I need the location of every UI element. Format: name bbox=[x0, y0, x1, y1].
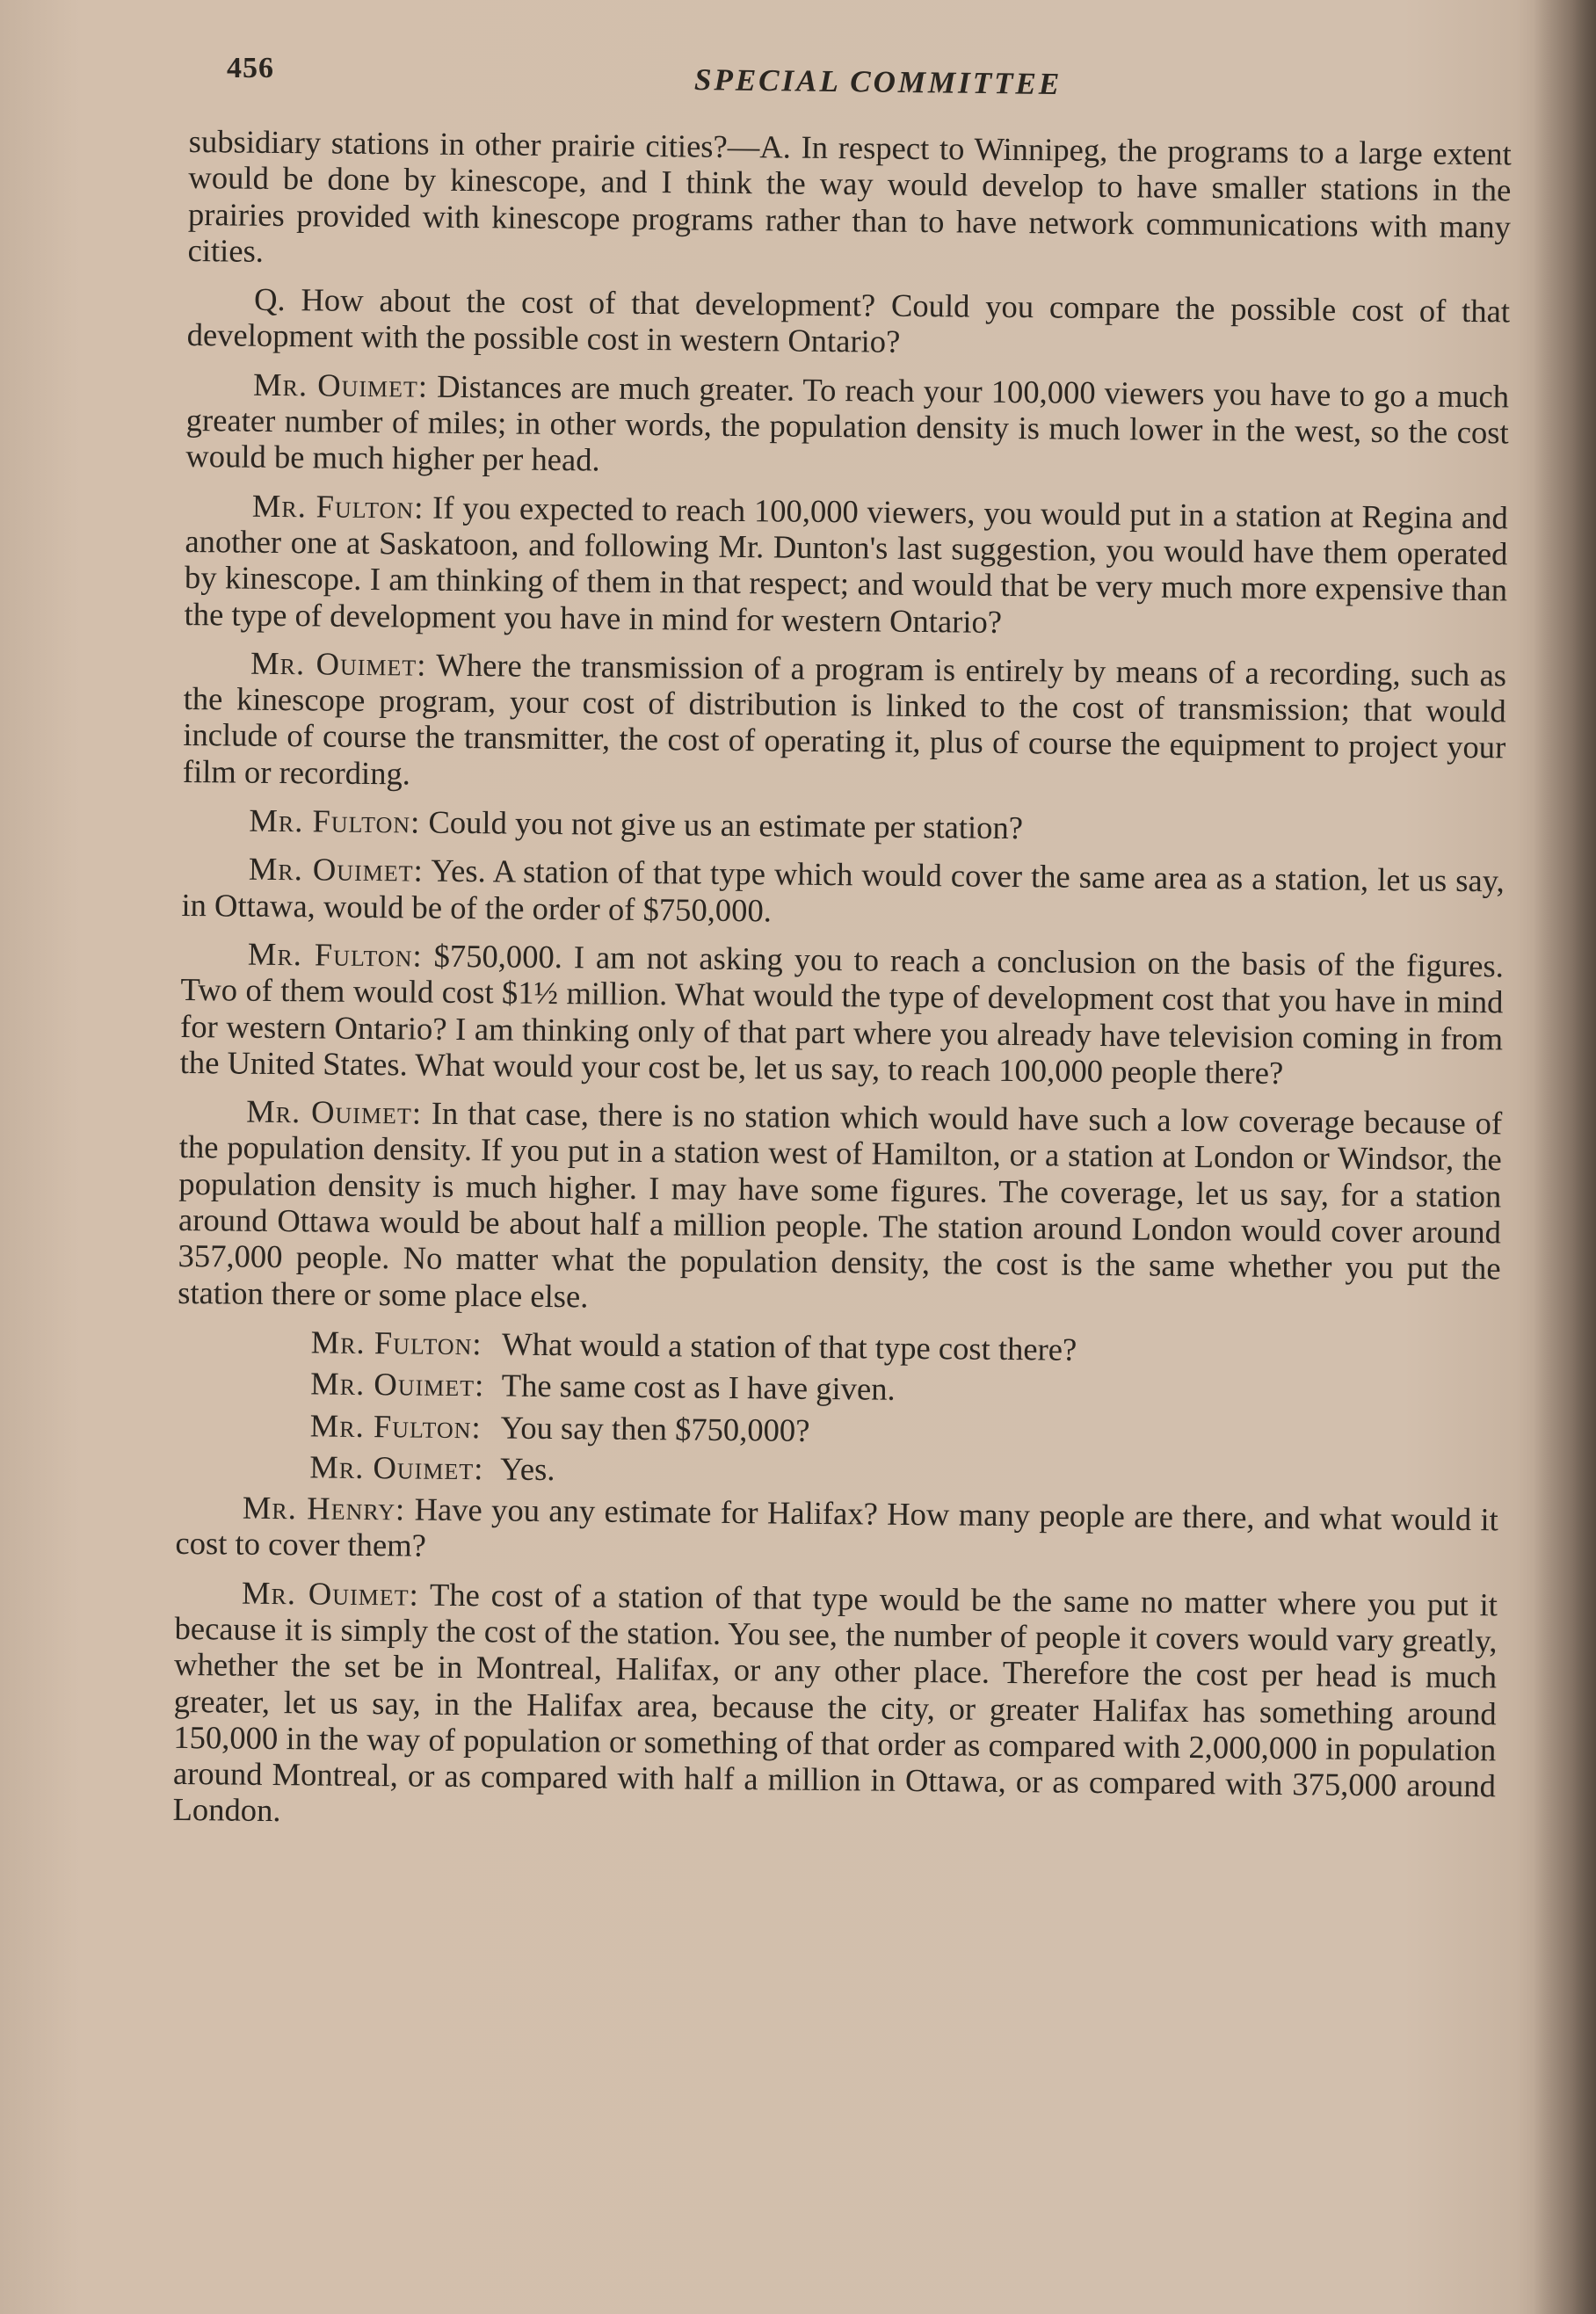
paragraph bbox=[177, 1364, 1499, 1413]
paragraph-text: Yes. bbox=[499, 1450, 555, 1487]
paragraph bbox=[181, 850, 1505, 935]
paragraph bbox=[185, 366, 1509, 487]
paragraph-text: Have you any estimate for Halifax? How many people are there, and what would it cost to cover them? bbox=[175, 1491, 1499, 1564]
body-text bbox=[172, 123, 1512, 1853]
paragraph-text: subsidiary stations in other prairie cities?—A. In respect to Winnipeg, the programs to a large extent would be done by kinescope, and I think the way would develop to have smaller stations in the prairies provided with kinescope programs rather than to have network communications with many cities. bbox=[187, 123, 1512, 269]
paragraph bbox=[180, 935, 1505, 1093]
paragraph-text: Yes. A station of that type which would cover the same area as a station, let us say, in Ottawa, would be of the order of $750,000. bbox=[181, 852, 1505, 929]
speaker-name: Mr. Ouimet: bbox=[248, 851, 424, 889]
speaker-name: Mr. Fulton: bbox=[251, 487, 424, 526]
paragraph bbox=[178, 1092, 1502, 1323]
paragraph bbox=[175, 1489, 1498, 1574]
speaker-name: Mr. Ouimet: bbox=[250, 644, 427, 683]
speaker-name: Mr. Henry: bbox=[242, 1489, 406, 1527]
paragraph-text: Q. How about the cost of that development? Could you compare the possible cost of that development with the possible cost in western Ontario? bbox=[186, 280, 1511, 360]
speaker-name: Mr. Fulton: bbox=[249, 802, 421, 840]
speaker-name: Mr. Fulton: bbox=[247, 935, 423, 974]
paragraph-text: In that case, there is no station which would have such a low coverage because of the population density. If you put in a station west of Hamilton, or a station at London or Windsor, the population density is much higher. I may have some figures. The coverage, let us say, for a station around Ottawa would be about half a million people. The station around London would cover around 357,000 people. No matter what the population density, the cost is the same whether you put the station there or some place else. bbox=[178, 1094, 1503, 1315]
paragraph bbox=[172, 1574, 1498, 1841]
paragraph bbox=[183, 644, 1507, 802]
paragraph-text: The cost of a station of that type would be the same no matter where you put it because it is simply the cost of the station. You see, the number of people it covers would vary greatly, whether the set be in Montreal, Halifax, or any other place. Therefore the cost per head is much greater, let us say, in the Halifax area, because the city, or greater Halifax has something around 150,000 in the way of population or something of that order as compared with 2,000,000 in population around Montreal, or as compared with half a million in Ottawa, or as compared with 375,000 around London. bbox=[172, 1576, 1498, 1829]
page-header bbox=[220, 48, 1494, 101]
speaker-name: Mr. Ouimet: bbox=[252, 366, 429, 404]
paragraph-text: Could you not give us an estimate per station? bbox=[428, 803, 1024, 846]
page-number: 456 bbox=[227, 52, 274, 84]
paragraph bbox=[184, 487, 1508, 645]
speaker-name: Mr. Ouimet: bbox=[309, 1448, 484, 1487]
paragraph bbox=[187, 123, 1512, 281]
paragraph-text: What would a station of that type cost there? bbox=[501, 1325, 1077, 1367]
speaker-name: Mr. Fulton: bbox=[310, 1324, 482, 1362]
paragraph-text: Distances are much greater. To reach your 100,000 viewers you have to go a much greater number of miles; in other words, the population density is much lower in the west, so the cost would be much higher per head. bbox=[185, 367, 1510, 478]
paragraph bbox=[186, 280, 1510, 366]
paragraph-text: $750,000. I am not asking you to reach a conclusion on the basis of the figures. Two of them would cost $1½ million. What would the type of development cost that you have in mind for western Ontario? I am thinking only of that part where you already have television coming in from the United States. What would your cost be, let us say, to reach 100,000 people there? bbox=[179, 937, 1505, 1091]
speaker-name: Mr. Ouimet: bbox=[310, 1365, 485, 1404]
paragraph-text: Where the transmission of a program is entirely by means of a recording, such as the kinescope program, your cost of distribution is linked to the cost of transmission; that would include of course the transmitter, the cost of operating it, plus of course the equipment to project your film or recording. bbox=[182, 646, 1507, 792]
paragraph-text: If you expected to reach 100,000 viewers, you would put in a station at Regina and another one at Saskatoon, and following Mr. Dunton's last suggestion, you would have them operated by kinescope. I am thinking of them in that respect; and would that be very much more expensive than the type of development you have in mind for western Ontario? bbox=[184, 489, 1508, 640]
speaker-name: Mr. Fulton: bbox=[309, 1406, 482, 1445]
paragraph-text: The same cost as I have given. bbox=[501, 1367, 896, 1407]
speaker-name: Mr. Ouimet: bbox=[246, 1092, 423, 1131]
speaker-name: Mr. Ouimet: bbox=[241, 1574, 419, 1613]
paragraph bbox=[177, 1405, 1499, 1454]
binding-shadow bbox=[1534, 0, 1596, 2314]
paragraph bbox=[178, 1323, 1500, 1372]
running-head: SPECIAL COMMITTEE bbox=[693, 62, 1063, 102]
paragraph-text: You say then $750,000? bbox=[500, 1408, 810, 1448]
paragraph bbox=[182, 802, 1505, 851]
paragraph bbox=[176, 1447, 1498, 1497]
